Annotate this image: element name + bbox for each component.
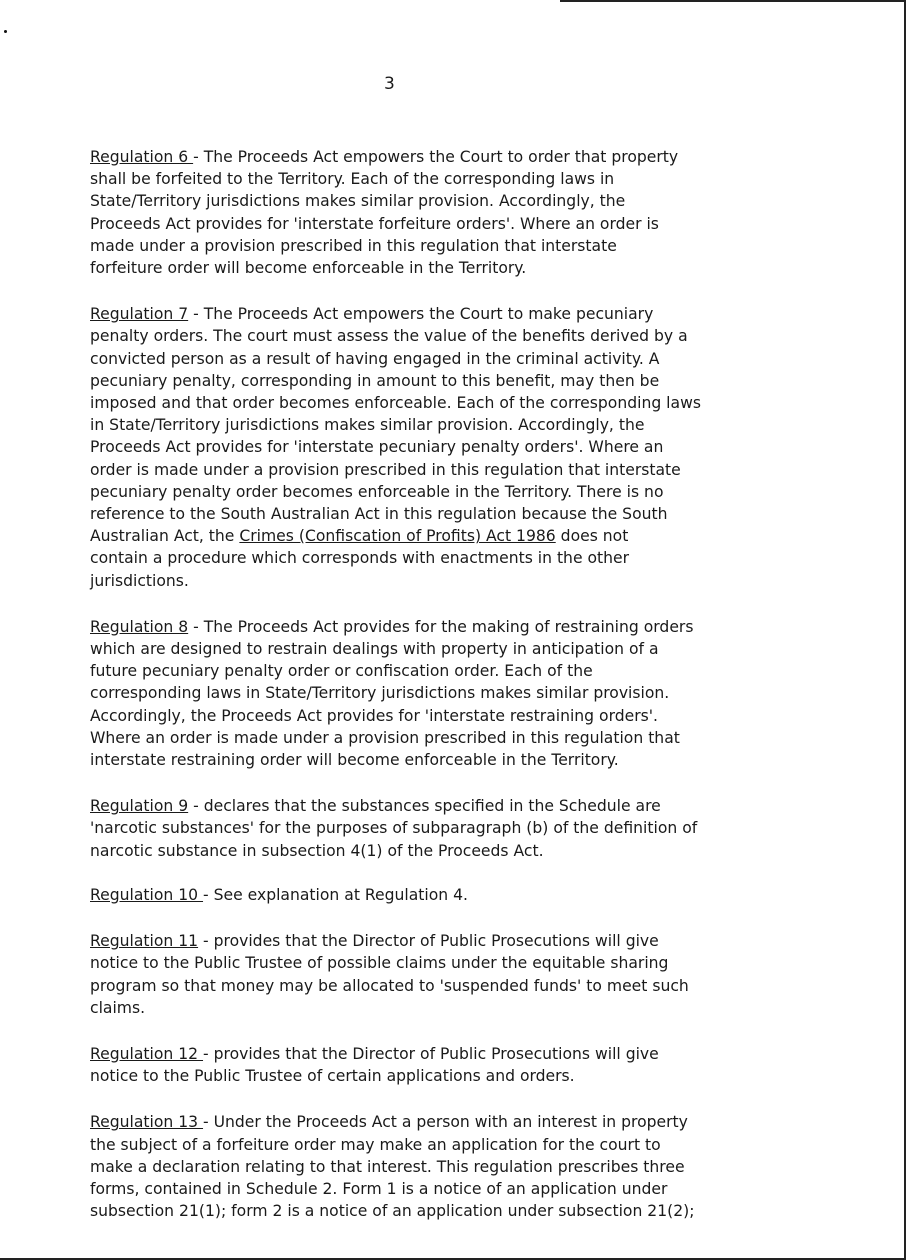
regulation-label: Regulation 7 (90, 305, 189, 324)
paragraph-text: - The Proceeds Act provides for the making of restraining orders which are designed to restrain dealings with property in anticipation of a future pecuniary penalty order or confiscation order. Each of the corresponding laws in State/Territory jurisdictions makes similar provision. Accordingly, the Proceeds Act provides for 'interstate restraining orders'. Where an order is made under a provision prescribed in this regulation that interstate restraining order will become enforceable in the Territory. (90, 617, 694, 770)
document-body (90, 146, 790, 1244)
paragraph-regulation-6 (90, 146, 790, 279)
paragraph-regulation-7 (90, 303, 790, 592)
scan-speck (4, 30, 7, 33)
scan-edge-top (560, 0, 906, 2)
regulation-label: Regulation 8 (90, 617, 189, 636)
paragraph-text: - The Proceeds Act empowers the Court to order that property shall be forfeited to the Territory. Each of the corresponding laws in State/Territory jurisdictions makes similar provision. Accordingly, the Proceeds Act provides for 'interstate forfeiture orders'. Where an order is made under a provision prescribed in this regulation that interstate forfeiture order will become enforceable in the Territory. (90, 148, 679, 278)
paragraph-regulation-9 (90, 795, 790, 862)
regulation-label: Regulation 11 (90, 932, 199, 951)
act-title: Crimes (Confiscation of Profits) Act 1986 (239, 527, 556, 546)
paragraph-regulation-13 (90, 1111, 790, 1222)
paragraph-text: - See explanation at Regulation 4. (203, 885, 468, 904)
regulation-label: Regulation 9 (90, 797, 189, 816)
paragraph-text: does not contain a procedure which corresponds with enactments in the other jurisdictions. (90, 527, 630, 590)
paragraph-regulation-11 (90, 930, 790, 1019)
paragraph-regulation-8 (90, 616, 790, 771)
regulation-label: Regulation 10 (90, 885, 204, 904)
paragraph-text: - declares that the substances specified in the Schedule are 'narcotic substances' for the purposes of subparagraph (b) of the definition of narcotic substance in subsection 4(1) of the Proceeds Act. (90, 797, 698, 860)
page-number: 3 (384, 74, 395, 94)
regulation-label: Regulation 13 (90, 1113, 204, 1132)
regulation-label: Regulation 6 (90, 148, 194, 166)
paragraph-text: - The Proceeds Act empowers the Court to make pecuniary penalty orders. The court must assess the value of the benefits derived by a convicted person as a result of having engaged in the criminal activity. A pecuniary penalty, corresponding in amount to this benefit, may then be imposed and that order becomes enforceable. Each of the corresponding laws in State/Territory jurisdictions makes similar provision. Accordingly, the Proceeds Act provides for 'interstate pecuniary penalty orders'. Where an order is made under a provision prescribed in this regulation that interstate pecuniary penalty order becomes enforceable in the Territory. There is no reference to the South Australian Act in this regulation because the South Australian Act, the (90, 305, 701, 546)
paragraph-regulation-10 (90, 884, 790, 906)
paragraph-text: - provides that the Director of Public Prosecutions will give notice to the Public Trustee of possible claims under the equitable sharing program so that money may be allocated to 'suspended funds' to meet such claims. (90, 932, 689, 1017)
paragraph-text: - provides that the Director of Public Prosecutions will give notice to the Public Trustee of certain applications and orders. (90, 1044, 659, 1086)
regulation-label: Regulation 12 (90, 1044, 204, 1063)
paragraph-regulation-12 (90, 1043, 790, 1087)
paragraph-text: - Under the Proceeds Act a person with an interest in property the subject of a forfeiture order may make an application for the court to make a declaration relating to that interest. This regulation prescribes three forms, contained in Schedule 2. Form 1 is a notice of an application under subsection 21(1); form 2 is a notice of an application under subsection 21(2); (90, 1113, 695, 1221)
